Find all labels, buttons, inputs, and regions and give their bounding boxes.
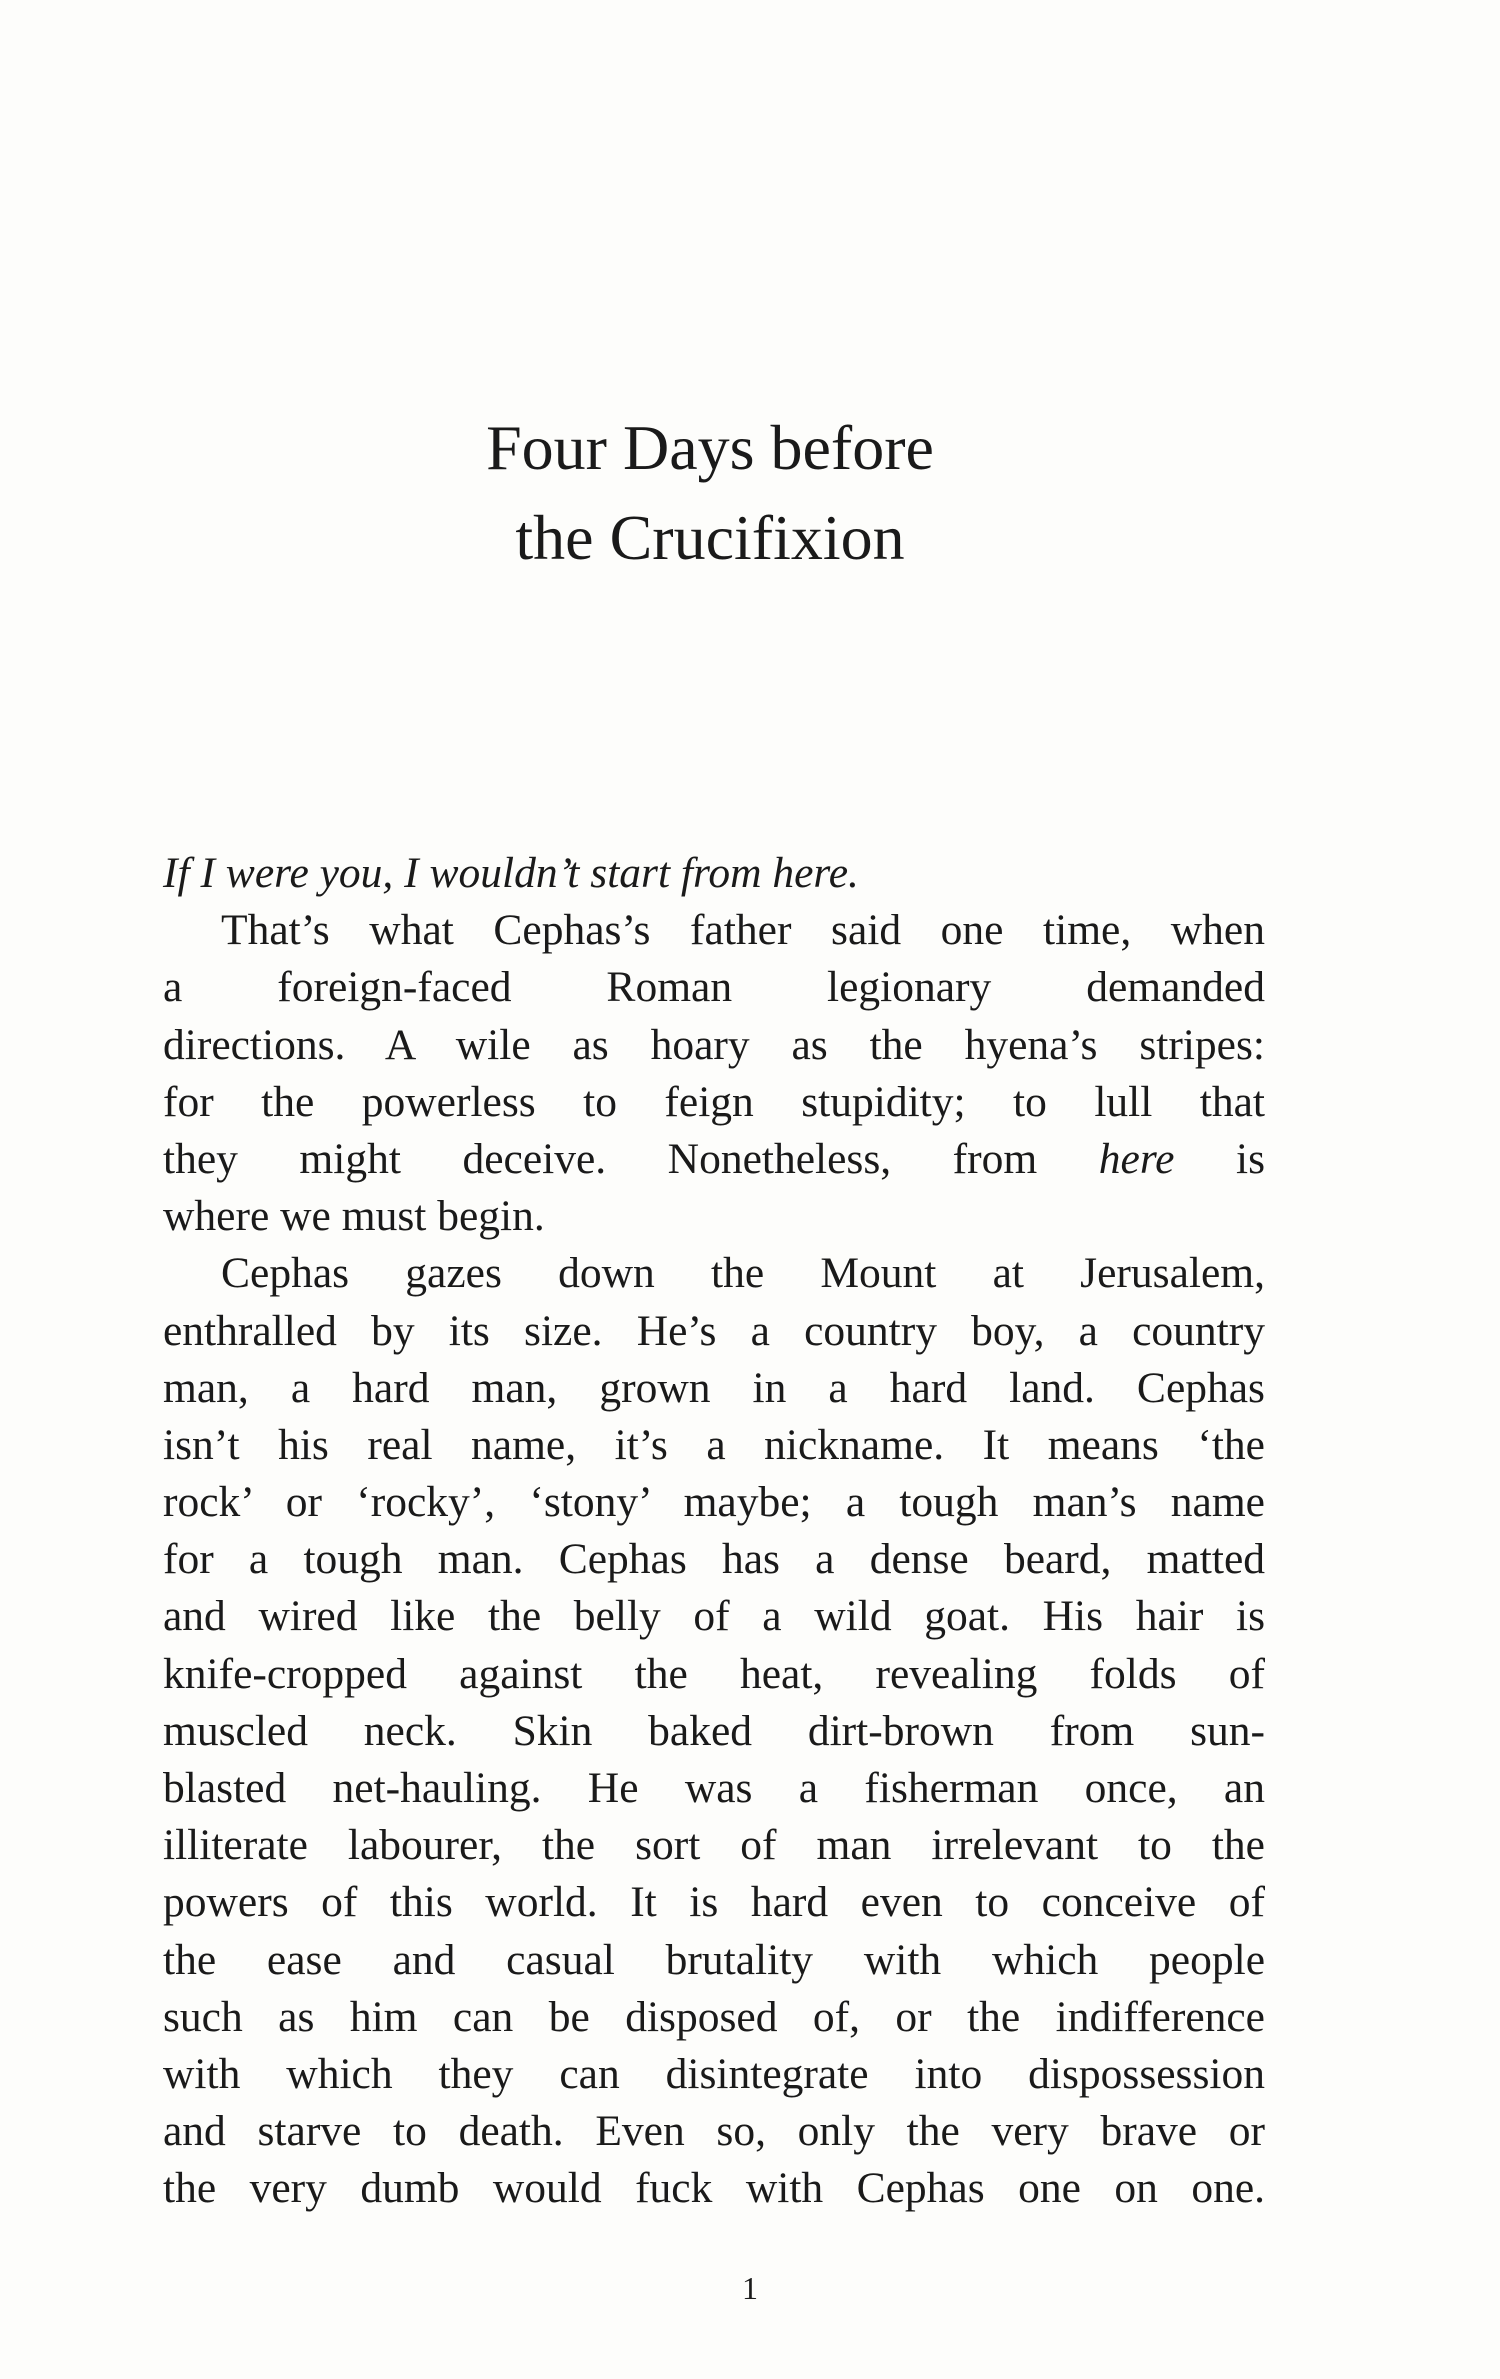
page-number: 1: [742, 2270, 758, 2306]
text-line: and starve to death. Even so, only the very brave or: [163, 2107, 1265, 2156]
text-line: muscled neck. Skin baked dirt-brown from sun-: [163, 1706, 1265, 1755]
epigraph-italic: If I were you, I wouldn’t start from here.: [163, 849, 859, 897]
chapter-body: [163, 845, 1265, 2218]
text-run: is: [1174, 1134, 1265, 1183]
text-line: enthralled by its size. He’s a country boy, a country: [163, 1306, 1265, 1355]
text-line: such as him can be disposed of, or the indifference: [163, 1992, 1265, 2041]
text-line: man, a hard man, grown in a hard land. Cephas: [163, 1363, 1265, 1412]
text-line: where we must begin.: [163, 1192, 545, 1241]
text-line: blasted net-hauling. He was a fisherman once, an: [163, 1764, 1265, 1812]
chapter-title-line-2: the Crucifixion: [515, 501, 905, 573]
text-line: illiterate labourer, the sort of man irrelevant to the: [163, 1821, 1265, 1870]
text-line: That’s what Cephas’s father said one time, when: [221, 906, 1265, 955]
text-line: the ease and casual brutality with which people: [163, 1935, 1265, 1984]
text-line: [163, 1131, 1265, 1188]
text-line: the very dumb would fuck with Cephas one on one.: [163, 2164, 1265, 2213]
text-line: [163, 845, 1265, 902]
text-line: and wired like the belly of a wild goat. His hair is: [163, 1592, 1265, 1641]
text-line: with which they can disintegrate into dispossession: [163, 2049, 1265, 2098]
text-line: a foreign-faced Roman legionary demanded: [163, 963, 1265, 1012]
text-line: powers of this world. It is hard even to conceive of: [163, 1878, 1265, 1927]
chapter-title-line-1: Four Days before: [486, 411, 934, 483]
text-line: Cephas gazes down the Mount at Jerusalem,: [221, 1249, 1265, 1298]
emphasis-here: here: [1098, 1134, 1175, 1183]
text-line: isn’t his real name, it’s a nickname. It means ‘the: [163, 1420, 1265, 1469]
text-line: directions. A wile as hoary as the hyena’s stripes:: [163, 1020, 1265, 1069]
text-line: for a tough man. Cephas has a dense beard, matted: [163, 1535, 1265, 1584]
text-line: knife-cropped against the heat, revealing folds of: [163, 1649, 1265, 1698]
text-line: rock’ or ‘rocky’, ‘stony’ maybe; a tough man’s name: [163, 1478, 1265, 1527]
text-run: they might deceive. Nonetheless, from: [163, 1134, 1099, 1183]
text-line: for the powerless to feign stupidity; to lull that: [163, 1077, 1265, 1126]
